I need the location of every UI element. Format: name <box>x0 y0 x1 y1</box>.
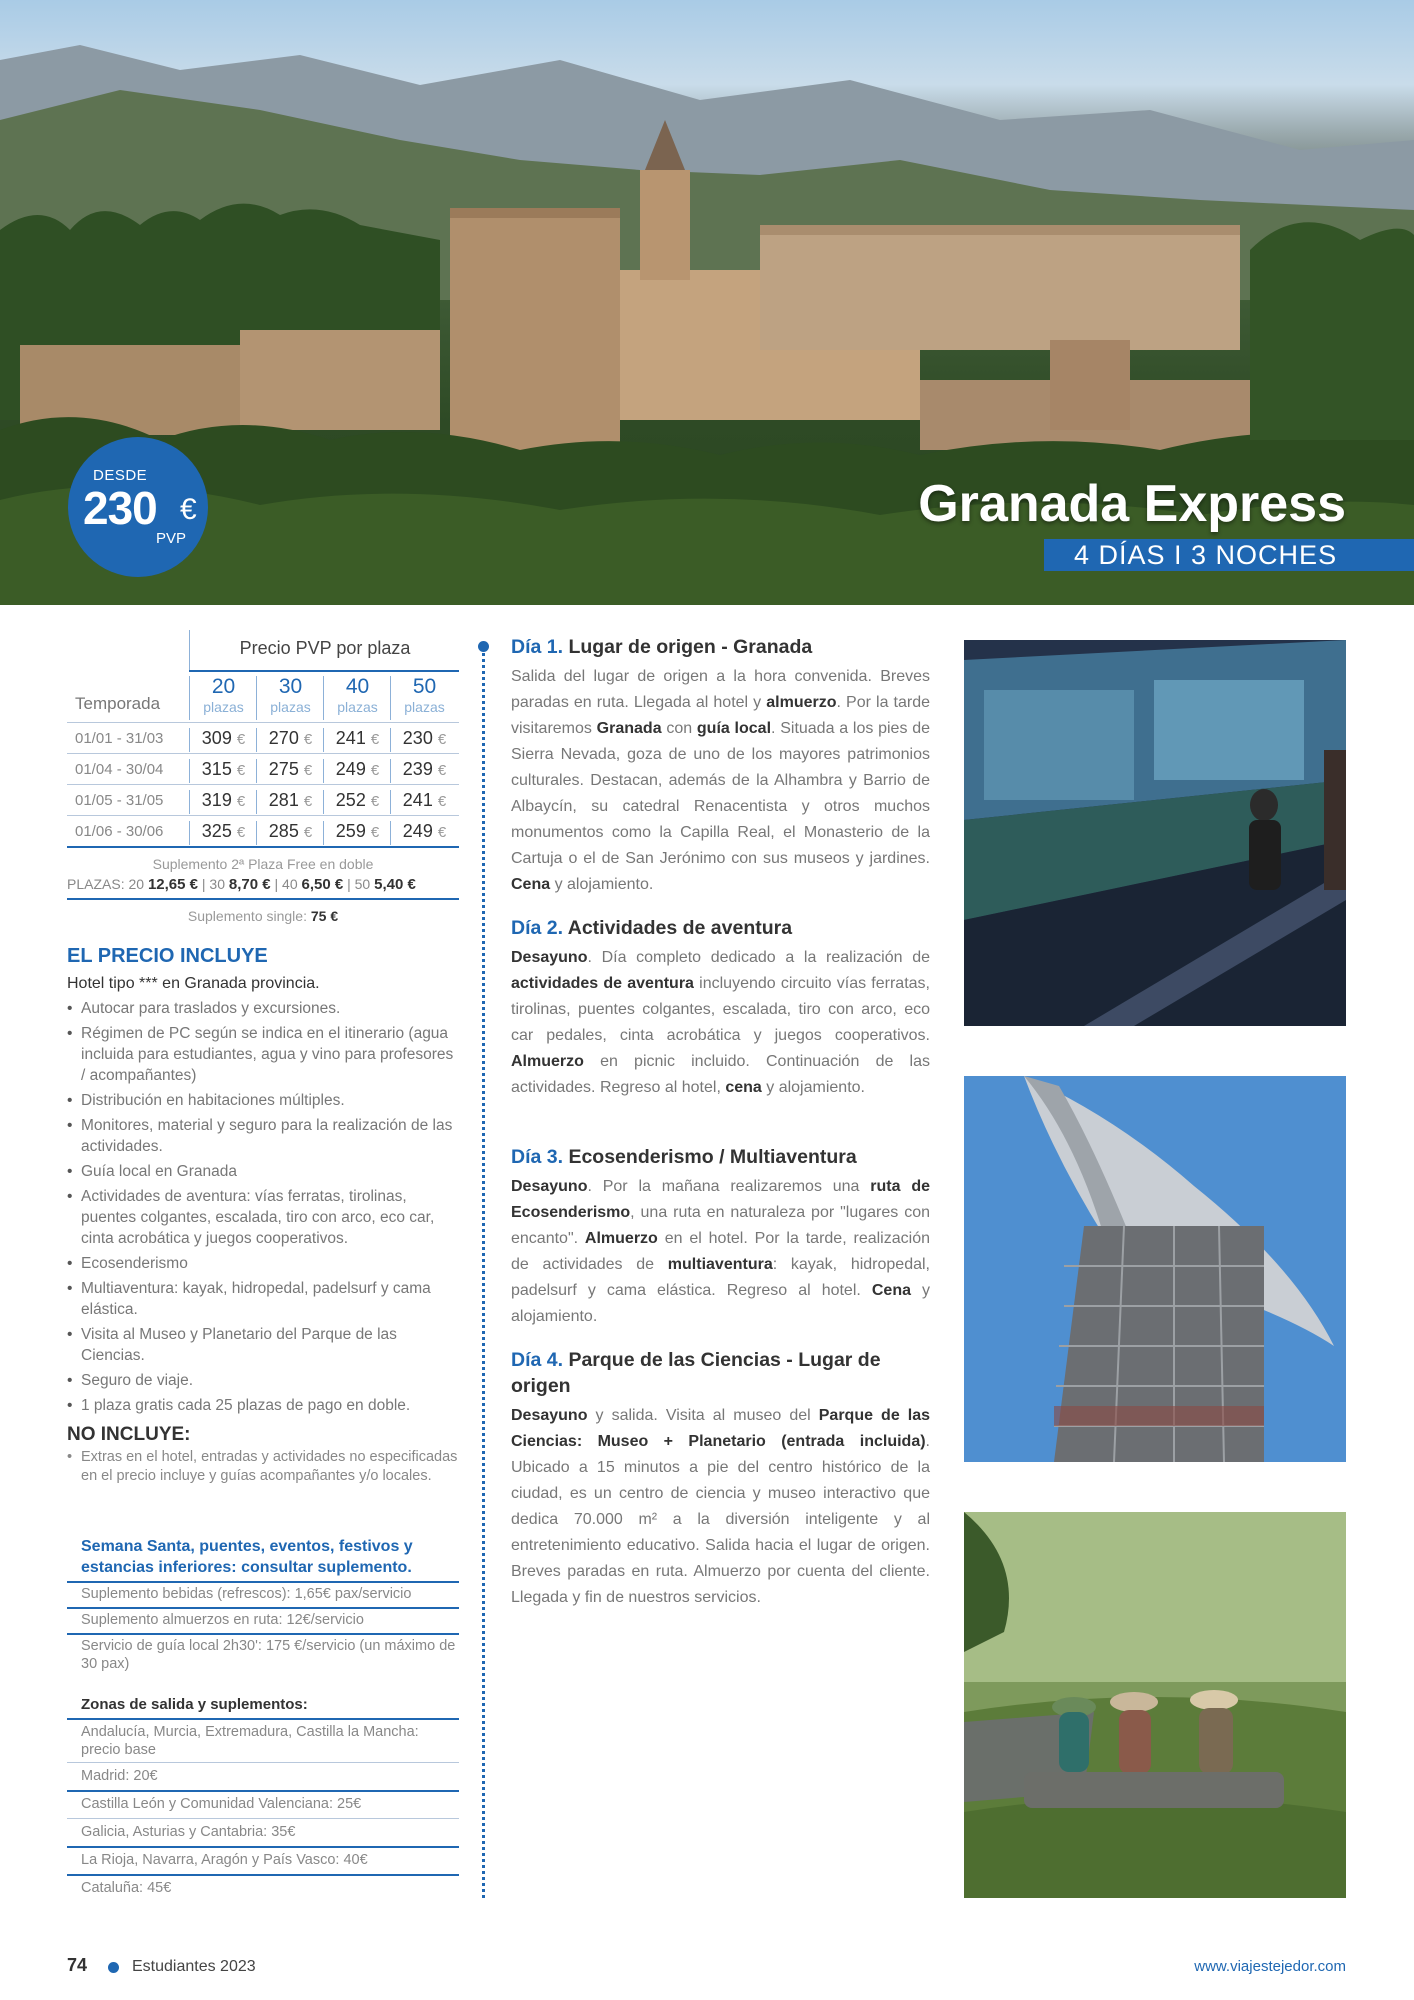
price-table-rule <box>189 670 459 672</box>
list-item: • Extras en el hotel, entradas y actividades no especificadas en el precio incluye y guías acompañantes y/o locales. <box>67 1448 459 1486</box>
supplement-item: Suplemento bebidas (refrescos): 1,65€ pax/servicio <box>81 1586 412 1602</box>
includes-list <box>67 998 459 1420</box>
list-item: • Autocar para traslados y excursiones. <box>67 998 459 1019</box>
column-unit: plazas <box>337 699 378 715</box>
table-row <box>67 784 459 816</box>
hero-banner <box>0 0 1414 605</box>
zone-item: Galicia, Asturias y Cantabria: 35€ <box>81 1824 296 1840</box>
catalog-title: Estudiantes 2023 <box>132 1958 256 1975</box>
table-row <box>67 722 459 754</box>
zones-rule <box>67 1846 459 1848</box>
column-header <box>323 676 391 720</box>
price-cell: 285 € <box>256 821 324 845</box>
row-dates: 01/04 - 30/04 <box>75 761 164 778</box>
list-item: • Monitores, material y seguro para la realización de las actividades. <box>67 1115 459 1157</box>
price-cell: 252 € <box>323 790 391 814</box>
free-place-prices: PLAZAS: 20 12,65 € | 30 8,70 € | 40 6,50 € | 50 5,40 € <box>67 876 416 893</box>
price-cell: 309 € <box>189 728 257 752</box>
zone-item: Cataluña: 45€ <box>81 1880 172 1896</box>
hotel-type: Hotel tipo *** en Granada provincia. <box>67 975 320 992</box>
price-cell: 275 € <box>256 759 324 783</box>
zones-rule <box>67 1718 459 1720</box>
hikers-photo <box>964 1512 1346 1898</box>
supplement-note: Semana Santa, puentes, eventos, festivos y estancias inferiores: consultar suplemento. <box>81 1538 413 1576</box>
zone-item: Andalucía, Murcia, Extremadura, Castilla la Mancha: precio base <box>81 1724 419 1758</box>
price-cell: 259 € <box>323 821 391 845</box>
price-cell: 270 € <box>256 728 324 752</box>
list-item: • Actividades de aventura: vías ferratas, tirolinas, puentes colgantes, escalada, tiro con arco, eco car, cinta acrobática y juegos cooperativos. <box>67 1186 459 1249</box>
list-item: • Régimen de PC según se indica en el itinerario (agua incluida para estudiantes, agua y vino para profesores / acompañantes) <box>67 1023 459 1086</box>
day-body: Desayuno. Día completo dedicado a la realización de actividades de aventura incluyendo circuito vías ferratas, tirolinas, puentes colgantes, escalada, tiro con arco, eco car pedales, cinta acrobática y juegos cooperativos. Almuerzo en picnic incluido. Continuación de las actividades. Regreso al hotel, cena y alojamiento. <box>511 949 930 1096</box>
price-cell: 230 € <box>390 728 458 752</box>
zones-heading: Zonas de salida y suplementos: <box>81 1696 308 1713</box>
aquarium-photo <box>964 640 1346 1026</box>
column-unit: plazas <box>270 699 311 715</box>
zones-rule <box>67 1874 459 1876</box>
column-number: 40 <box>345 675 370 698</box>
day-heading: Día 3. Ecosenderismo / Multiaventura <box>511 1146 857 1168</box>
badge-price: 230 <box>83 482 157 534</box>
badge-pvp-label: PVP <box>156 530 187 547</box>
day-heading: Día 2. Actividades de aventura <box>511 917 793 939</box>
itinerary-day <box>511 1347 930 1611</box>
excludes-list <box>67 1448 459 1486</box>
website-link[interactable]: www.viajestejedor.com <box>1194 1958 1346 1975</box>
season-label: Temporada <box>75 694 161 713</box>
column-header <box>256 676 324 720</box>
free-place-rule <box>67 898 459 900</box>
list-item: • 1 plaza gratis cada 25 plazas de pago en doble. <box>67 1395 459 1416</box>
list-item: • Multiaventura: kayak, hidropedal, padelsurf y cama elástica. <box>67 1278 459 1320</box>
table-bottom-rule <box>67 846 459 848</box>
list-item: • Distribución en habitaciones múltiples. <box>67 1090 459 1111</box>
itinerary-day <box>511 634 930 898</box>
price-cell: 281 € <box>256 790 324 814</box>
price-table-caption-cell <box>189 630 460 670</box>
column-header <box>189 676 257 720</box>
itinerary-day <box>511 915 930 1101</box>
free-place-note: Suplemento 2ª Plaza Free en doble <box>152 856 374 872</box>
trip-duration: 4 DÍAS I 3 NOCHES <box>1044 539 1414 571</box>
day-heading: Día 1. Lugar de origen - Granada <box>511 636 813 658</box>
supplement-item: Suplemento almuerzos en ruta: 12€/servicio <box>81 1612 364 1628</box>
price-cell: 239 € <box>390 759 458 783</box>
trip-title: Granada Express <box>918 475 1346 533</box>
zones-divider <box>67 1818 459 1819</box>
itinerary-day <box>511 1144 930 1330</box>
price-cell: 319 € <box>189 790 257 814</box>
badge-from-label: DESDE <box>93 467 148 484</box>
science-park-tower-photo <box>964 1076 1346 1462</box>
zone-item: Castilla León y Comunidad Valenciana: 25€ <box>81 1796 362 1812</box>
row-dates: 01/01 - 31/03 <box>75 730 164 747</box>
supplements-rule <box>67 1607 459 1609</box>
zone-item: La Rioja, Navarra, Aragón y País Vasco: 40€ <box>81 1852 368 1868</box>
supplement-item: Servicio de guía local 2h30': 175 €/servicio (un máximo de 30 pax) <box>81 1638 456 1672</box>
page-number: 74 <box>67 1955 88 1975</box>
column-number: 50 <box>412 675 437 698</box>
list-item: • Guía local en Granada <box>67 1161 459 1182</box>
column-header <box>390 676 458 720</box>
supplements-rule <box>67 1633 459 1635</box>
price-cell: 249 € <box>323 759 391 783</box>
column-unit: plazas <box>203 699 244 715</box>
column-number: 20 <box>211 675 236 698</box>
list-item: • Ecosenderismo <box>67 1253 459 1274</box>
zone-item: Madrid: 20€ <box>81 1768 158 1784</box>
supplements-rule <box>67 1581 459 1583</box>
price-cell: 241 € <box>323 728 391 752</box>
day-body: Desayuno. Por la mañana realizaremos una ruta de Ecosenderismo, una ruta en naturaleza por "lugares con encanto". Almuerzo en el hotel. Por la tarde, realización de actividades de multiaventura: kayak, hidropedal, padelsurf y cama elástica. Regreso al hotel. Cena y alojamiento. <box>511 1178 931 1325</box>
column-number: 30 <box>278 675 303 698</box>
single-supplement: Suplemento single: 75 € <box>187 908 339 924</box>
table-row <box>67 815 459 847</box>
excludes-heading: NO INCLUYE: <box>67 1424 191 1445</box>
price-cell: 325 € <box>189 821 257 845</box>
dotted-divider <box>482 648 485 1898</box>
price-table-caption: Precio PVP por plaza <box>239 638 411 658</box>
day-body: Salida del lugar de origen a la hora convenida. Breves paradas en ruta. Llegada al hotel y almuerzo. Por la tarde visitaremos Granada con guía local. Situada a los pies de Sierra Nevada, goza de uno de los mayores patrimonios culturales. Destacan, además de la Alhambra y Barrio de Albaycín, su catedral Renacentista y otros muchos monumentos como la Capilla Real, el Monasterio de la Cartuja o el de San Jerónimo con sus museos y jardines. Cena y alojamiento. <box>511 668 931 893</box>
price-cell: 315 € <box>189 759 257 783</box>
column-unit: plazas <box>404 699 445 715</box>
row-dates: 01/06 - 30/06 <box>75 823 164 840</box>
includes-heading: EL PRECIO INCLUYE <box>67 945 268 967</box>
day-heading: Día 4. Parque de las Ciencias - Lugar de origen <box>511 1349 881 1397</box>
price-cell: 241 € <box>390 790 458 814</box>
zones-rule <box>67 1790 459 1792</box>
row-dates: 01/05 - 31/05 <box>75 792 164 809</box>
badge-currency: € <box>180 493 197 526</box>
table-row <box>67 753 459 785</box>
footer-dot <box>108 1962 119 1973</box>
list-item: • Seguro de viaje. <box>67 1370 459 1391</box>
list-item: • Visita al Museo y Planetario del Parque de las Ciencias. <box>67 1324 459 1366</box>
price-badge <box>68 437 208 577</box>
zones-divider <box>67 1762 459 1763</box>
day-body: Desayuno y salida. Visita al museo del Parque de las Ciencias: Museo + Planetario (entrada incluida). Ubicado a 15 minutos a pie del centro histórico de la ciudad, es un centro de ciencia y museo interactivo que dedica 70.000 m² a la diversión inteligente y al entretenimiento educativo. Salida hacia el lugar de origen. Breves paradas en ruta. Almuerzo por cuenta del cliente. Llegada y fin de nuestros servicios. <box>511 1407 931 1606</box>
price-cell: 249 € <box>390 821 458 845</box>
